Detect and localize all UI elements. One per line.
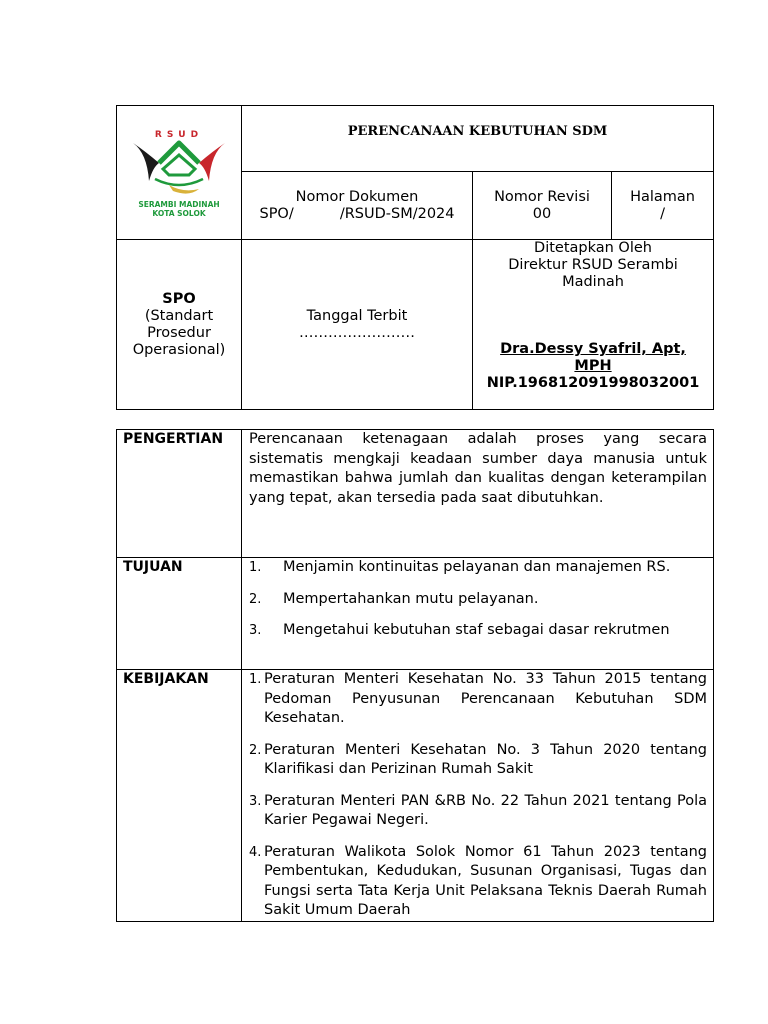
- kebijakan-label: KEBIJAKAN: [123, 671, 209, 687]
- tujuan-label: TUJUAN: [123, 559, 183, 575]
- list-item: 3. Peraturan Menteri PAN &RB No. 22 Tahun 2021 tentang Pola Karier Pegawai Negeri.: [249, 792, 707, 828]
- kebijakan-list: [249, 670, 707, 921]
- logo-top-text: RSUD: [154, 129, 204, 140]
- ditetapkan-cell: [473, 240, 714, 410]
- signer-name: Dra.Dessy Syafril, Apt, MPH: [500, 341, 686, 374]
- tujuan-label-cell: [117, 558, 242, 670]
- spo-cell: [117, 240, 242, 410]
- list-item: 3. Mengetahui kebutuhan staf sebagai dasar rekrutmen: [249, 622, 670, 638]
- ditetapkan-line2: Direktur RSUD Serambi: [508, 257, 678, 273]
- nomor-dokumen-label: Nomor Dokumen: [295, 189, 419, 205]
- nomor-revisi-value: 00: [532, 206, 552, 222]
- ditetapkan-line3: Madinah: [562, 274, 624, 290]
- kebijakan-list-cell: [242, 670, 714, 922]
- nomor-dokumen-cell: [242, 172, 473, 240]
- pengertian-label: PENGERTIAN: [123, 431, 224, 447]
- pengertian-text: Perencanaan ketenagaan adalah proses yang secara sistematis mengkaji keadaan sumber daya manusia untuk memastikan bahwa jumlah dan kualitas dengan keterampilan yang tepat, akan tersedia pada saat dibutuhkan.: [249, 431, 707, 506]
- spo-line3: Operasional): [132, 341, 226, 358]
- nomor-revisi-cell: [473, 172, 612, 240]
- document-title: PERENCANAAN KEBUTUHAN SDM: [242, 106, 714, 172]
- hospital-logo: [129, 123, 229, 223]
- tanggal-terbit-cell: [242, 240, 473, 410]
- tujuan-list: [249, 558, 707, 641]
- kebijakan-label-cell: [117, 670, 242, 922]
- signer-nip: NIP.196812091998032001: [486, 375, 700, 391]
- logo-cell: [117, 106, 242, 240]
- pengertian-text-cell: [242, 430, 714, 558]
- list-item: 2. Peraturan Menteri Kesehatan No. 3 Tahun 2020 tentang Klarifikasi dan Perizinan Rumah Sakit: [249, 741, 707, 777]
- tanggal-terbit-value: ……………………: [299, 324, 415, 341]
- content-table: [116, 429, 714, 922]
- nomor-revisi-label: Nomor Revisi: [494, 189, 590, 205]
- ditetapkan-line1: Ditetapkan Oleh: [534, 240, 652, 256]
- logo-line2: KOTA SOLOK: [152, 208, 206, 218]
- list-item: 4. Peraturan Walikota Solok Nomor 61 Tahun 2023 tentang Pembentukan, Kedudukan, Susunan Organisasi, Tugas dan Fungsi serta Tata Kerja Unit Pelaksana Teknis Daerah Rumah Sakit Umum Daerah: [249, 843, 707, 918]
- tujuan-list-cell: [242, 558, 714, 670]
- pengertian-label-cell: [117, 430, 242, 558]
- halaman-value: /: [660, 206, 665, 222]
- list-item: 2. Mempertahankan mutu pelayanan.: [249, 590, 539, 607]
- logo-line1: SERAMBI MADINAH: [138, 199, 220, 209]
- list-item: 1. Menjamin kontinuitas pelayanan dan manajemen RS.: [249, 559, 671, 575]
- header-table: [116, 105, 714, 410]
- halaman-cell: [612, 172, 714, 240]
- nomor-dokumen-value: SPO/ /RSUD-SM/2024: [259, 206, 455, 222]
- spo-line1: (Standart: [144, 307, 214, 324]
- spo-title: SPO: [162, 290, 196, 307]
- list-item: 1. Peraturan Menteri Kesehatan No. 33 Tahun 2015 tentang Pedoman Penyusunan Perencanaan Kebutuhan SDM Kesehatan.: [249, 671, 707, 726]
- spo-line2: Prosedur: [147, 324, 211, 341]
- tanggal-terbit-label: Tanggal Terbit: [306, 307, 408, 324]
- halaman-label: Halaman: [630, 189, 695, 205]
